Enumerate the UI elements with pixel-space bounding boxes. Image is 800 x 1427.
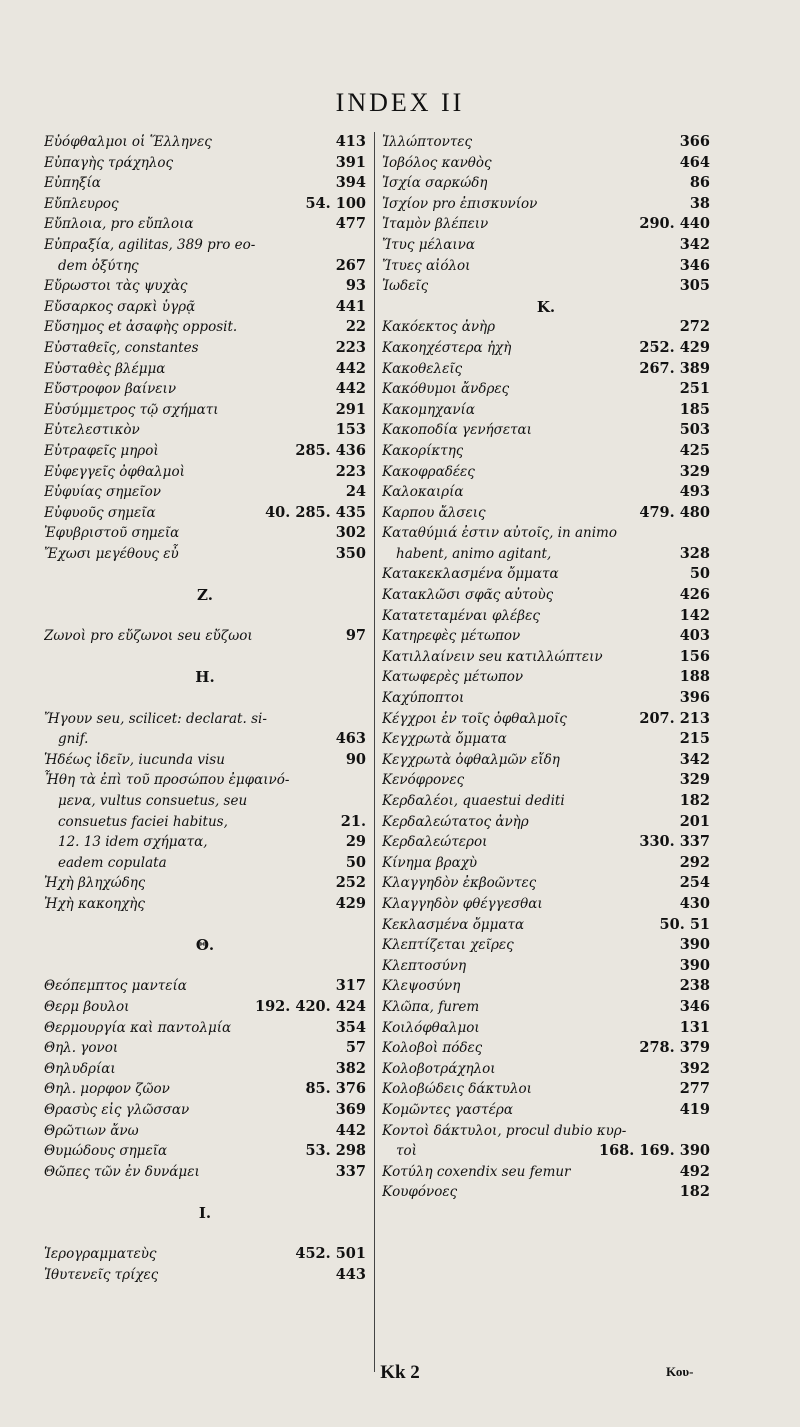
index-entry-continuation [44, 853, 366, 874]
entry-page-numbers: 442 [335, 380, 366, 398]
entry-page-numbers: 442 [335, 1121, 366, 1139]
index-entry [44, 1162, 366, 1183]
entry-page-numbers: 50. 51 [659, 915, 710, 933]
index-entry [44, 750, 366, 771]
entry-term: Κλεπτοσύνη [382, 957, 467, 974]
entry-term: Ἰταμὸν βλέπειν [382, 216, 489, 233]
entry-term: Κατωφερὲς μέτωπον [382, 669, 524, 686]
entry-page-numbers: 267 [335, 256, 366, 274]
entry-term: Κακομηχανία [382, 401, 475, 418]
index-entry [382, 873, 710, 894]
index-entry [44, 523, 366, 544]
index-entry [382, 482, 710, 503]
entry-page-numbers: 492 [679, 1162, 710, 1180]
entry-page-numbers: 24 [345, 483, 366, 501]
entry-page-numbers: 382 [335, 1059, 366, 1077]
entry-page-numbers: 285. 436 [295, 441, 366, 459]
entry-page-numbers: 350 [335, 544, 366, 562]
entry-term: Κατακεκλασμένα ὄμματα [382, 566, 559, 583]
entry-term: Κοιλόφθαλμοι [382, 1019, 480, 1036]
catchword: Κου- [666, 1364, 694, 1379]
index-entry [44, 997, 366, 1018]
entry-page-numbers: 182 [679, 1183, 710, 1201]
entry-page-numbers: 50 [689, 565, 710, 583]
entry-page-numbers: 391 [335, 153, 366, 171]
index-entry [382, 338, 710, 359]
entry-term: Ἡδέως ἰδεῖν, iucunda visu [44, 751, 225, 768]
entry-page-numbers: 90 [345, 750, 366, 768]
entry-page-numbers: 86 [689, 174, 710, 192]
entry-page-numbers: 278. 379 [639, 1039, 710, 1057]
entry-page-numbers: 251 [679, 380, 710, 398]
index-entry [44, 503, 366, 524]
entry-page-numbers: 185 [679, 400, 710, 418]
index-entry [44, 1265, 366, 1286]
entry-page-numbers: 277 [679, 1080, 710, 1098]
index-entry [382, 1162, 710, 1183]
index-entry [382, 317, 710, 338]
entry-page-numbers: 53. 298 [305, 1142, 366, 1160]
entry-term: Κακόθυμοι ἄνδρες [382, 381, 510, 398]
entry-term: Ἦθη τὰ ἐπὶ τοῦ προσώπου ἐμφαινό- [44, 772, 290, 789]
entry-page-numbers: 290. 440 [639, 215, 710, 233]
entry-term: Καλοκαιρία [382, 484, 464, 501]
index-entry [382, 729, 710, 750]
entry-term: Θηλ. γονοι [44, 1040, 119, 1057]
index-entry [382, 276, 710, 297]
entry-term: Ἰσχίον pro ἐπισκυνίον [382, 195, 538, 212]
entry-term: Κολοβοτράχηλοι [382, 1060, 496, 1077]
entry-page-numbers: 272 [679, 318, 710, 336]
index-entry-continuation [44, 791, 366, 812]
index-entry [44, 359, 366, 380]
index-entry [382, 1038, 710, 1059]
index-entry [382, 153, 710, 174]
entry-term: Κοτύλη coxendix seu femur [382, 1163, 571, 1180]
entry-term: Θεόπεμπτος μαντεία [44, 978, 187, 995]
index-entry [382, 935, 710, 956]
index-entry [382, 523, 710, 544]
index-entry [44, 1141, 366, 1162]
entry-page-numbers: 302 [335, 524, 366, 542]
spacer [44, 956, 366, 977]
index-entry [44, 400, 366, 421]
spacer [44, 915, 366, 936]
entry-page-numbers: 252 [335, 874, 366, 892]
entry-page-numbers: 390 [679, 956, 710, 974]
entry-term: Εὔστροφον βαίνειν [44, 381, 177, 398]
entry-page-numbers: 142 [679, 606, 710, 624]
index-entry [382, 976, 710, 997]
index-entry [382, 956, 710, 977]
index-entry-continuation [44, 729, 366, 750]
entry-term: Ἰλλώπτοντες [382, 134, 473, 150]
entry-page-numbers: 354 [335, 1018, 366, 1036]
entry-page-numbers: 452. 501 [295, 1245, 366, 1263]
entry-page-numbers: 201 [679, 812, 710, 830]
entry-page-numbers: 207. 213 [639, 709, 710, 727]
index-entry-continuation [44, 256, 366, 277]
entry-term: μενα, vultus consuetus, seu [58, 793, 248, 809]
entry-page-numbers: 329 [679, 771, 710, 789]
entry-term: eadem copulata [58, 854, 167, 871]
index-entry [382, 379, 710, 400]
index-entry [44, 626, 366, 647]
entry-page-numbers: 337 [335, 1162, 366, 1180]
index-entry [44, 462, 366, 483]
entry-page-numbers: 153 [335, 421, 366, 439]
entry-page-numbers: 394 [335, 174, 366, 192]
entry-page-numbers: 493 [679, 483, 710, 501]
index-entry [382, 1018, 710, 1039]
spacer [44, 606, 366, 627]
entry-term: Κεγχρωτὰ ὀφθαλμῶν εἴδη [382, 751, 560, 768]
entry-page-numbers: 369 [335, 1100, 366, 1118]
entry-term: Κακοθελεῖς [382, 360, 463, 377]
index-entry [382, 1059, 710, 1080]
entry-page-numbers: 342 [679, 235, 710, 253]
entry-term: Ἰθυτενεῖς τρίχες [44, 1266, 159, 1283]
index-entry [382, 688, 710, 709]
entry-term: Ἠχὴ βληχώδης [44, 875, 146, 892]
entry-term: 12. 13 idem σχήματα, [58, 834, 208, 851]
entry-term: Εὐπαγὴς τράχηλος [44, 154, 174, 171]
index-entry [44, 770, 366, 791]
entry-page-numbers: 54. 100 [305, 194, 366, 212]
signature-mark: Kk 2 [380, 1362, 420, 1383]
index-entry [44, 1038, 366, 1059]
index-entry [44, 709, 366, 730]
entry-page-numbers: 22 [345, 318, 366, 336]
entry-term: Ἱερογραμματεὺς [44, 1246, 157, 1263]
index-entry [382, 606, 710, 627]
entry-term: Κλεπτίζεται χεῖρες [382, 937, 514, 954]
entry-page-numbers: 21. [340, 812, 366, 830]
entry-term: consuetus faciei habitus, [58, 813, 228, 830]
section-letter: Θ. [195, 936, 215, 955]
index-entry [44, 1059, 366, 1080]
index-entry [44, 276, 366, 297]
index-entry [382, 997, 710, 1018]
entry-term: Κίνημα βραχὺ [382, 854, 478, 871]
entry-page-numbers: 443 [335, 1265, 366, 1283]
entry-term: Κεκλασμένα ὄμματα [382, 916, 525, 933]
index-entry [382, 791, 710, 812]
entry-term: Κλαγγηδὸν φθέγγεσθαι [382, 895, 543, 912]
entry-term: Ἴτυς μέλαινα [382, 236, 476, 253]
entry-term: Κουφόνοες [382, 1184, 458, 1201]
entry-term: Κατακλῶσι σφᾶς αὐτοὺς [382, 587, 554, 604]
entry-page-numbers: 390 [679, 936, 710, 954]
entry-page-numbers: 346 [679, 997, 710, 1015]
entry-page-numbers: 50 [345, 853, 366, 871]
index-entry [44, 379, 366, 400]
entry-term: Θερμ βουλοι [44, 998, 130, 1015]
index-entry [44, 1100, 366, 1121]
index-entry-continuation [44, 812, 366, 833]
entry-term: Κλαγγηδὸν ἐκβοῶντες [382, 875, 537, 892]
right-column [382, 132, 710, 1203]
entry-term: Κερδαλεώτατος ἀνὴρ [382, 813, 529, 830]
entry-page-numbers: 97 [345, 627, 366, 645]
index-entry [382, 894, 710, 915]
index-entry [382, 647, 710, 668]
left-column [44, 132, 366, 1285]
entry-page-numbers: 366 [679, 133, 710, 150]
spacer [44, 1223, 366, 1244]
entry-term: Εὔπλοια, pro εὔπλοια [44, 216, 194, 233]
entry-term: Ζωνοὶ pro εὔζωνοι seu εὔζωοι [44, 628, 253, 645]
index-entry [382, 915, 710, 936]
entry-term: Κερδαλέοι, quaestui dediti [382, 793, 565, 809]
entry-term: Εὔπλευρος [44, 195, 119, 212]
entry-term: Κακοηχέστερα ἠχὴ [382, 339, 512, 356]
entry-term: Θηλυδρίαι [44, 1060, 116, 1077]
section-letter: K. [536, 297, 556, 316]
index-entry [382, 667, 710, 688]
entry-page-numbers: 413 [335, 133, 366, 150]
index-entry [382, 132, 710, 153]
entry-term: Εὐτελεστικὸν [44, 422, 140, 439]
entry-term: Εὐπηξία [44, 175, 101, 192]
entry-term: Κακόεκτος ἀνὴρ [382, 319, 496, 336]
entry-page-numbers: 464 [679, 153, 710, 171]
entry-page-numbers: 419 [679, 1100, 710, 1118]
index-entry-continuation [382, 1141, 710, 1162]
index-entry [44, 132, 366, 153]
index-entry [44, 441, 366, 462]
index-entry [44, 873, 366, 894]
entry-page-numbers: 188 [679, 668, 710, 686]
entry-page-numbers: 425 [679, 441, 710, 459]
index-entry [44, 894, 366, 915]
index-entry [44, 976, 366, 997]
index-entry [44, 482, 366, 503]
entry-term: Κακοφραδέες [382, 463, 475, 480]
entry-page-numbers: 223 [335, 462, 366, 480]
entry-page-numbers: 215 [679, 730, 710, 748]
entry-term: Θρασὺς εἰς γλῶσσαν [44, 1101, 190, 1118]
entry-page-numbers: 291 [335, 400, 366, 418]
index-entry [382, 503, 710, 524]
entry-term: Εὐτραφεῖς μηροὶ [44, 442, 159, 459]
entry-term: Ἰοβόλος κανθὸς [382, 154, 492, 171]
section-letter: H. [195, 668, 215, 687]
spacer [44, 1182, 366, 1203]
index-entry [382, 235, 710, 256]
index-entry [382, 832, 710, 853]
entry-term: Εὐφυίας σημεῖον [44, 484, 161, 501]
index-entry [382, 709, 710, 730]
entry-term: Θυμώδους σημεῖα [44, 1143, 168, 1160]
entry-page-numbers: 403 [679, 627, 710, 645]
index-entry [44, 544, 366, 565]
entry-term: Κλεψοσύνη [382, 978, 461, 995]
index-entry [382, 585, 710, 606]
entry-page-numbers: 430 [679, 894, 710, 912]
index-entry [382, 194, 710, 215]
entry-page-numbers: 93 [345, 277, 366, 295]
entry-term: Κολοβώδεις δάκτυλοι [382, 1081, 532, 1098]
entry-page-numbers: 426 [679, 586, 710, 604]
column-divider [374, 132, 375, 1372]
index-entry [44, 153, 366, 174]
entry-page-numbers: 329 [679, 462, 710, 480]
index-entry [382, 1100, 710, 1121]
entry-term: Κατηρεφὲς μέτωπον [382, 628, 521, 645]
index-entry [382, 1182, 710, 1203]
entry-term: Ἤγουν seu, scilicet: declarat. si- [44, 710, 267, 727]
entry-page-numbers: 477 [335, 215, 366, 233]
entry-term: Κακοποδία γενήσεται [382, 422, 532, 439]
entry-term: habent, animo agitant, [396, 545, 552, 562]
index-entry [382, 214, 710, 235]
entry-page-numbers: 40. 285. 435 [265, 503, 366, 521]
entry-term: Θηλ. μορφον ζῶον [44, 1081, 170, 1098]
entry-term: Κοντοὶ δάκτυλοι, procul dubio κυρ- [382, 1122, 627, 1139]
entry-term: Εὐόφθαλμοι οἱ Ἕλληνες [44, 134, 212, 150]
entry-page-numbers: 442 [335, 359, 366, 377]
entry-term: Ἐφυβριστοῦ σημεῖα [44, 525, 180, 542]
entry-page-numbers: 254 [679, 874, 710, 892]
entry-term: Κομῶντες γαστέρα [382, 1101, 513, 1118]
entry-term: Εὔσημος et ἀσαφὴς opposit. [44, 319, 238, 336]
entry-page-numbers: 38 [689, 194, 710, 212]
index-entry [44, 214, 366, 235]
index-entry [44, 338, 366, 359]
entry-page-numbers: 392 [679, 1059, 710, 1077]
entry-term: Ἠχὴ κακοηχὴς [44, 895, 145, 912]
entry-term: Ἴτυες αἰόλοι [382, 257, 471, 274]
entry-page-numbers: 342 [679, 750, 710, 768]
entry-term: Ἔχωσι μεγέθους εὖ [44, 545, 179, 562]
index-entry [44, 235, 366, 256]
entry-term: Θρῶτιων ἄνω [44, 1122, 139, 1139]
spacer [44, 564, 366, 585]
entry-term: Καρπου ἄλσεις [382, 504, 486, 521]
index-entry [44, 420, 366, 441]
entry-page-numbers: 479. 480 [639, 503, 710, 521]
index-entry [44, 317, 366, 338]
entry-page-numbers: 182 [679, 792, 710, 809]
index-entry [44, 173, 366, 194]
entry-term: Κέγχροι ἐν τοῖς ὀφθαλμοῖς [382, 710, 567, 727]
entry-page-numbers: 441 [335, 297, 366, 315]
index-entry [382, 770, 710, 791]
entry-term: Κεγχρωτὰ ὄμματα [382, 731, 507, 748]
entry-term: Εὐσταθεῖς, constantes [44, 339, 199, 356]
entry-page-numbers: 29 [345, 833, 366, 851]
entry-term: Εὐπραξία, agilitas, 389 pro eo- [44, 236, 256, 253]
entry-term: Κακορίκτης [382, 442, 464, 459]
entry-term: τοὶ [396, 1143, 417, 1160]
entry-page-numbers: 252. 429 [639, 338, 710, 356]
entry-page-numbers: 85. 376 [305, 1080, 366, 1098]
index-entry [382, 564, 710, 585]
entry-page-numbers: 429 [335, 894, 366, 912]
entry-term: Εὐφεγγεῖς ὀφθαλμοὶ [44, 463, 185, 480]
entry-term: dem ὀξύτης [58, 257, 139, 274]
entry-term: Εὐσύμμετρος τῷ σχήματι [44, 401, 219, 418]
entry-term: Κατιλλαίνειν seu κατιλλώπτειν [382, 648, 603, 665]
entry-term: Θερμουργία καὶ παντολμία [44, 1019, 232, 1036]
entry-page-numbers: 463 [335, 730, 366, 748]
index-entry [382, 359, 710, 380]
index-entry [382, 853, 710, 874]
entry-term: Εὔρωστοι τὰς ψυχὰς [44, 278, 188, 295]
section-letter: I. [198, 1203, 212, 1222]
entry-term: Κατατεταμέναι φλέβες [382, 607, 540, 624]
entry-term: Κενόφρονες [382, 772, 465, 789]
index-entry [382, 441, 710, 462]
spacer [44, 688, 366, 709]
entry-term: Εὐφυοῦς σημεῖα [44, 504, 156, 521]
index-entry [382, 420, 710, 441]
page-title: INDEX II [335, 88, 465, 117]
entry-term: Κλῶπα, furem [382, 998, 480, 1015]
entry-page-numbers: 238 [679, 977, 710, 995]
entry-page-numbers: 330. 337 [639, 833, 710, 851]
index-entry [382, 1079, 710, 1100]
entry-term: gnif. [58, 731, 89, 748]
entry-page-numbers: 57 [345, 1039, 366, 1057]
entry-page-numbers: 305 [679, 277, 710, 295]
index-entry [44, 1244, 366, 1265]
entry-term: Κολοβοὶ πόδες [382, 1040, 483, 1057]
entry-page-numbers: 223 [335, 338, 366, 356]
index-entry-continuation [382, 544, 710, 565]
index-entry [44, 1018, 366, 1039]
index-entry [382, 400, 710, 421]
index-entry [382, 256, 710, 277]
index-entry [44, 1079, 366, 1100]
index-entry [382, 462, 710, 483]
entry-term: Θῶπες τῶν ἐν δυνάμει [44, 1163, 200, 1180]
entry-term: Ἰωδεῖς [382, 278, 429, 295]
entry-page-numbers: 396 [679, 689, 710, 707]
section-letter: Z. [197, 586, 213, 605]
index-entry [382, 173, 710, 194]
entry-page-numbers: 317 [335, 977, 366, 995]
entry-page-numbers: 328 [679, 544, 710, 562]
entry-page-numbers: 267. 389 [639, 359, 710, 377]
index-entry [382, 1121, 710, 1142]
entry-term: Εὔσαρκος σαρκὶ ὑγρᾷ [44, 298, 196, 315]
entry-page-numbers: 156 [679, 647, 710, 665]
index-entry [44, 1121, 366, 1142]
index-entry [44, 194, 366, 215]
entry-term: Κερδαλεώτεροι [382, 834, 488, 851]
spacer [44, 647, 366, 668]
entry-page-numbers: 292 [679, 853, 710, 871]
entry-page-numbers: 346 [679, 256, 710, 274]
entry-page-numbers: 168. 169. 390 [599, 1142, 710, 1160]
entry-term: Καχύποπτοι [382, 690, 465, 707]
entry-term: Καταθύμιά ἐστιν αὐτοῖς, in animo [382, 525, 617, 542]
index-entry-continuation [44, 832, 366, 853]
entry-page-numbers: 503 [679, 421, 710, 439]
index-entry [382, 626, 710, 647]
index-entry [382, 750, 710, 771]
entry-term: Εὐσταθὲς βλέμμα [44, 360, 166, 377]
entry-term: Ἰσχία σαρκώδη [382, 175, 488, 192]
index-entry [44, 297, 366, 318]
entry-page-numbers: 192. 420. 424 [255, 997, 366, 1015]
index-entry [382, 812, 710, 833]
entry-page-numbers: 131 [679, 1018, 710, 1036]
